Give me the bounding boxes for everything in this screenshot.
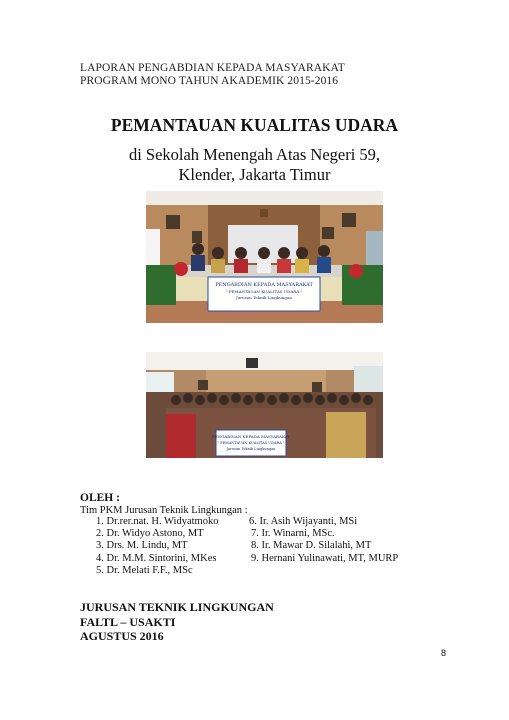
- member-2: 2. Dr. Widyo Astono, MT: [96, 528, 204, 540]
- banner-text-2: " PEMANTAUAN KUALITAS UDARA ": [225, 289, 303, 294]
- banner-text-1: PENGABDIAN KEPADA MASYARAKAT: [215, 282, 313, 288]
- member-9: 9. Hernani Yulinawati, MT, MURP: [251, 552, 399, 564]
- page-number: 8: [441, 648, 447, 658]
- photo-panel-event: [146, 191, 383, 323]
- document-subtitle: [0, 145, 509, 185]
- member-6: 6. Ir. Asih Wijayanti, MSi: [249, 516, 358, 527]
- report-header-line1: LAPORAN PENGABDIAN KEPADA MASYARAKAT: [80, 62, 345, 74]
- member-4: 4. Dr. M.M. Sintorini, MKes: [96, 552, 217, 564]
- banner2-text-1: PENGABDIAN KEPADA MASYARAKAT: [211, 434, 291, 439]
- member-1: 1. Dr.rer.nat. H. Widyatmoko: [96, 516, 219, 527]
- document-title: PEMANTAUAN KUALITAS UDARA: [110, 115, 399, 135]
- subtitle-line1: di Sekolah Menengah Atas Negeri 59,: [128, 145, 381, 164]
- member-8: 8. Ir. Mawar D. Silalahi, MT: [251, 540, 372, 552]
- banner2-text-2: " PEMANTAUAN KUALITAS UDARA ": [217, 441, 285, 445]
- footer-date: AGUSTUS 2016: [80, 629, 164, 643]
- footer-department: JURUSAN TEKNIK LINGKUNGAN: [80, 600, 274, 614]
- member-3: 3. Drs. M. Lindu, MT: [96, 540, 188, 552]
- subtitle-line2: Klender, Jakarta Timur: [178, 165, 331, 184]
- member-5: 5. Dr. Melati F.F., MSc: [96, 564, 193, 576]
- oleh-label: OLEH :: [80, 492, 120, 504]
- report-header: [80, 62, 345, 88]
- report-header-line2: PROGRAM MONO TAHUN AKADEMIK 2015-2016: [80, 75, 339, 87]
- team-label: Tim PKM Jurusan Teknik Lingkungan :: [80, 505, 248, 516]
- photo-panel-group: [146, 352, 383, 458]
- member-7: 7. Ir. Winarni, MSc.: [251, 528, 335, 540]
- banner-text-3: Jurusan Teknik Lingkungan: [236, 295, 292, 300]
- banner2-text-3: Jurusan Teknik Lingkungan: [226, 447, 276, 451]
- footer-faculty: FALTL – USAKTI: [80, 614, 176, 629]
- footer-block: [80, 600, 274, 644]
